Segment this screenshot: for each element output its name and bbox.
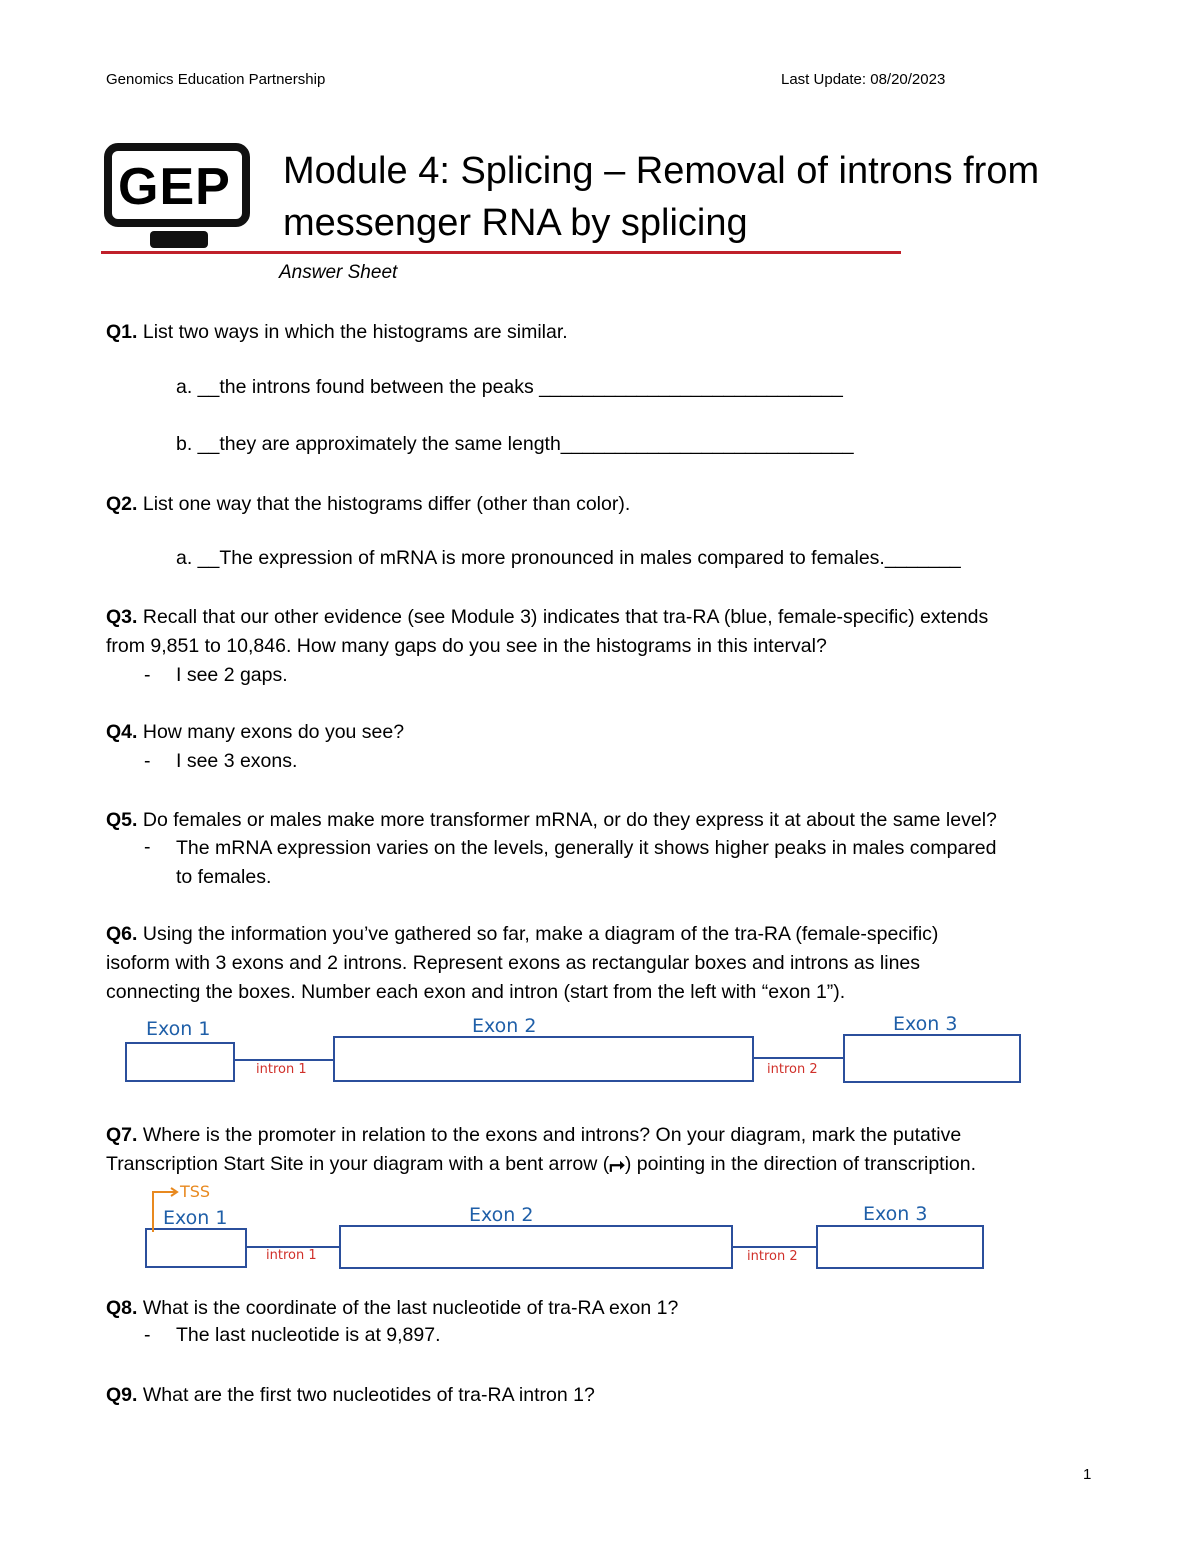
q3-dash: - xyxy=(144,664,151,686)
logo-text: GEP xyxy=(118,158,231,216)
q5-answer-line-1: The mRNA expression varies on the levels, generally it shows higher peaks in males compared xyxy=(176,837,997,859)
q8-dash: - xyxy=(144,1324,151,1346)
q3-line-2: from 9,851 to 10,846. How many gaps do you see in the histograms in this interval? xyxy=(106,635,827,657)
q1-answer-b: b. __they are approximately the same length___________________________ xyxy=(176,433,854,455)
diagram1-exon-2-label: Exon 2 xyxy=(472,1015,537,1037)
q1-answer-a: a. __the introns found between the peaks ____________________________ xyxy=(176,376,843,398)
q2-answer-a: a. __The expression of mRNA is more pronounced in males compared to females._______ xyxy=(176,547,961,569)
q1-text: List two ways in which the histograms are similar. xyxy=(137,321,568,343)
exon-1-box-2 xyxy=(146,1229,246,1267)
diagram2-intron-2-label: intron 2 xyxy=(747,1249,798,1264)
q6-line-2: isoform with 3 exons and 2 introns. Represent exons as rectangular boxes and introns as lines xyxy=(106,952,921,974)
exon-3-box-2 xyxy=(817,1226,983,1268)
q9-text: What are the first two nucleotides of tra-RA intron 1? xyxy=(137,1384,595,1406)
q7-label: Q7. xyxy=(106,1124,138,1146)
q6-label: Q6. xyxy=(106,923,138,945)
diagram2-exon-3-label: Exon 3 xyxy=(863,1203,928,1225)
q6-line-1: Using the information you’ve gathered so far, make a diagram of the tra-RA (female-specific) xyxy=(137,923,939,945)
q1-label: Q1. xyxy=(106,321,138,343)
q9-label: Q9. xyxy=(106,1384,138,1406)
diagram1-intron-2-label: intron 2 xyxy=(767,1062,818,1077)
bent-arrow-icon: ⮣ xyxy=(609,1153,625,1175)
q2-text: List one way that the histograms differ (other than color). xyxy=(137,493,631,515)
q4-text: How many exons do you see? xyxy=(137,721,405,743)
diagram2-tss-label: TSS xyxy=(180,1182,211,1201)
diagram2-intron-1-label: intron 1 xyxy=(266,1248,317,1263)
q2-label: Q2. xyxy=(106,493,138,515)
diagram2-exon-1-label: Exon 1 xyxy=(163,1207,228,1229)
diagram1-exon-1-label: Exon 1 xyxy=(146,1018,211,1040)
diagram1-exon-3-label: Exon 3 xyxy=(893,1013,958,1035)
q4-answer: I see 3 exons. xyxy=(176,750,298,772)
q8-label: Q8. xyxy=(106,1297,138,1319)
diagram1-intron-1-label: intron 1 xyxy=(256,1062,307,1077)
q3-line-1: Recall that our other evidence (see Module 3) indicates that tra-RA (blue, female-specific) extends xyxy=(137,606,989,628)
q4-dash: - xyxy=(144,750,151,772)
q8-answer: The last nucleotide is at 9,897. xyxy=(176,1324,441,1346)
page-number: 1 xyxy=(1083,1466,1092,1483)
q5-label: Q5. xyxy=(106,809,138,831)
q4-label: Q4. xyxy=(106,721,138,743)
q6-line-3: connecting the boxes. Number each exon and intron (start from the left with “exon 1”). xyxy=(106,981,846,1003)
q7-line-2: Transcription Start Site in your diagram with a bent arrow ( xyxy=(106,1153,610,1175)
header-last-update: Last Update: 08/20/2023 xyxy=(781,71,946,88)
title-line-1: Module 4: Splicing – Removal of introns from xyxy=(283,150,1040,192)
question-8 xyxy=(106,1294,678,1323)
exon-2-box-2 xyxy=(340,1226,732,1268)
exon-2-box xyxy=(334,1037,753,1081)
exon-1-box xyxy=(126,1043,234,1081)
q7-line-2-end: ) pointing in the direction of transcription. xyxy=(624,1153,977,1175)
question-9 xyxy=(106,1381,595,1410)
exon-3-box xyxy=(844,1035,1020,1082)
q3-answer: I see 2 gaps. xyxy=(176,664,288,686)
answer-sheet-label: Answer Sheet xyxy=(279,262,398,283)
q3-label: Q3. xyxy=(106,606,138,628)
q5-dash: - xyxy=(144,836,151,858)
title-line-2: messenger RNA by splicing xyxy=(283,202,748,244)
diagram2-exon-2-label: Exon 2 xyxy=(469,1204,534,1226)
question-7 xyxy=(106,1121,1106,1179)
q5-text: Do females or males make more transformer mRNA, or do they express it at about the same level? xyxy=(137,809,997,831)
q7-line-1: Where is the promoter in relation to the exons and introns? On your diagram, mark the putative xyxy=(137,1124,962,1146)
header-org: Genomics Education Partnership xyxy=(106,71,326,88)
q5-answer-line-2: to females. xyxy=(176,866,272,888)
q8-text: What is the coordinate of the last nucleotide of tra-RA exon 1? xyxy=(137,1297,679,1319)
